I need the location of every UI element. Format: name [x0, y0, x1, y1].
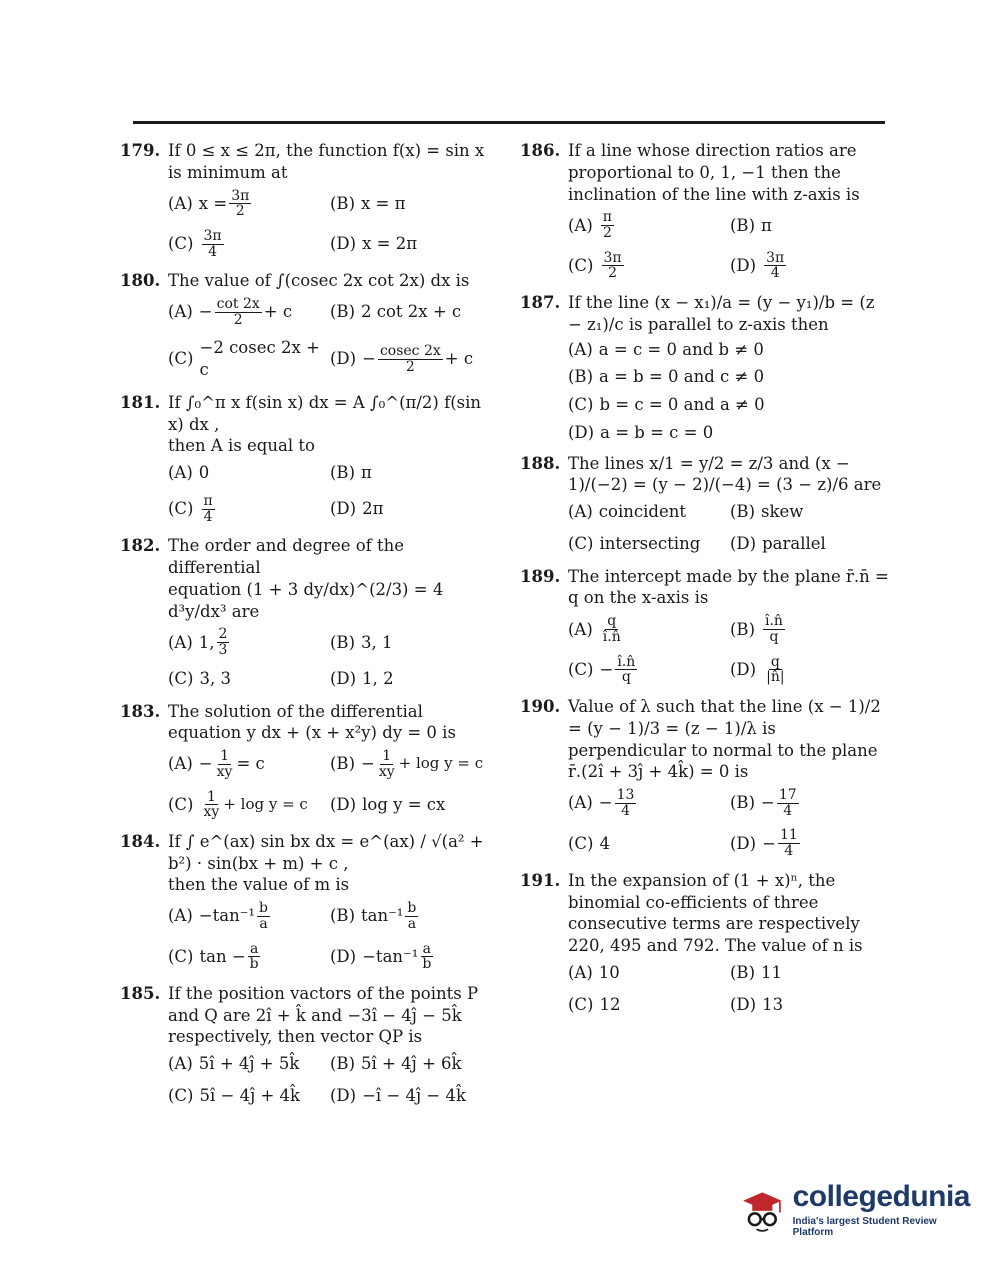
option-a: (A) − $\frac{\cot 2x}{2}$ + c: [168, 296, 293, 328]
option-a: (A) x = $\frac{3\pi}{2}$: [168, 187, 250, 220]
option-b: (B) − $\frac{1}{xy}$ + log y = c: [330, 748, 484, 780]
option-d: (D) − $\frac{cosec 2x}{2}$ + c: [330, 343, 474, 375]
question-text: Value of λ such that the line (x − 1)/2 = (y − 1)/3 = (z − 1)/λ is perpendicular to normal to the plane r̄.(2î + 3ĵ + 4k̂) = 0 is: [568, 696, 881, 782]
question-text: If 0 ≤ x ≤ 2π, the function f(x) = sin x is minimum at: [168, 141, 485, 182]
option-b: (B) − $\frac{17}{4}$: [730, 787, 797, 819]
left-column: [120, 140, 492, 1118]
question-number: 184.: [120, 831, 161, 851]
option-b: (B) 3, 1: [330, 632, 393, 652]
brand-name: collegedunia: [792, 1180, 970, 1213]
option-c: (C) 1 xy + log y = c: [168, 788, 308, 821]
question-182: [120, 535, 492, 694]
question-number: 186.: [520, 141, 561, 160]
option-d: (D) 3π 4: [730, 249, 785, 282]
question-text: If the line (x − x₁)/a = (y − y₁)/b = (z − z₁)/c is parallel to z-axis then: [568, 293, 875, 334]
question-185: [120, 983, 492, 1112]
option-c: (C) 3π 2: [568, 249, 622, 282]
option-d: (D) log y = cx: [330, 794, 446, 814]
question-186: [520, 140, 892, 286]
question-number: 182.: [120, 536, 161, 556]
question-text: The lines x/1 = y/2 = z/3 and (x − 1)/(−2) = (y − 2)/(−4) = (3 − z)/6 are: [568, 453, 882, 495]
option-a: (A) −tan⁻¹ b a: [168, 900, 269, 932]
question-number: 179.: [120, 141, 161, 160]
question-number: 183.: [120, 701, 161, 721]
question-number: 188.: [520, 453, 561, 473]
option-d: (D) a = b = c = 0: [568, 422, 714, 442]
question-text: The solution of the differential equation y dx + (x + x²y) dy = 0 is: [168, 701, 456, 743]
option-b: (B) tan⁻¹ b a: [330, 900, 417, 932]
option-a: (A) a = c = 0 and b ≠ 0: [568, 339, 764, 359]
graduate-cap-icon: [738, 1181, 787, 1239]
option-b: (B) skew: [730, 502, 804, 522]
option-d: (D) 1, 2: [330, 668, 394, 688]
question-text: The order and degree of the differential: [168, 536, 405, 578]
option-c: (C) 12: [568, 994, 621, 1014]
option-d: (D) parallel: [730, 533, 826, 553]
option-c: (C) π 4: [168, 493, 213, 525]
question-190: [520, 696, 892, 864]
option-d: (D) q |n̂|: [730, 653, 785, 686]
question-text: If ∫ e^(ax) sin bx dx = e^(ax) / √(a² + b²) · sin(bx + m) + c ,: [168, 831, 484, 873]
option-b: (B) π: [730, 215, 772, 235]
option-a: (A) coincident: [568, 502, 686, 522]
question-text: If a line whose direction ratios are proportional to 0, 1, −1 then the inclination of the line with z-axis is: [568, 141, 860, 204]
question-187: [520, 292, 892, 447]
question-equation: equation (1 + 3 dy/dx)^(2/3) = 4 d³y/dx³ are: [168, 579, 444, 621]
option-a: (A) 0: [168, 463, 210, 483]
question-179: [120, 140, 492, 264]
question-text: If the position vactors of the points P and Q are 2î + k̂ and −3î − 4ĵ − 5k̂ respectively, then vector QP is: [168, 983, 479, 1047]
option-a: (A) π 2: [568, 209, 612, 241]
option-b: (B) î.n̂ q: [730, 613, 783, 645]
question-text: If ∫₀^π x f(sin x) dx = A ∫₀^(π/2) f(sin x) dx ,: [168, 392, 482, 434]
option-d: (D) −î − 4ĵ − 4k̂: [330, 1085, 466, 1105]
question-text: The intercept made by the plane r̄.n̄ = q on the x-axis is: [568, 566, 889, 608]
option-c: (C) intersecting: [568, 533, 701, 553]
option-c: (C) −2 cosec 2x + c: [168, 338, 320, 380]
top-rule: [133, 121, 885, 124]
option-b: (B) a = b = 0 and c ≠ 0: [568, 367, 765, 387]
brand-tagline: India's largest Student Review Platform: [792, 1216, 937, 1238]
right-column: [520, 140, 892, 1026]
question-191: [520, 870, 892, 1021]
question-189: [520, 566, 892, 690]
question-183: [120, 701, 492, 825]
option-c: (C) − $\frac{î.n̂}{q}$: [568, 653, 636, 686]
option-a: (A) 5î + 4ĵ + 5k̂: [168, 1054, 300, 1074]
option-d: (D) −tan⁻¹ a b: [330, 940, 432, 973]
option-c: (C) 3, 3: [168, 668, 231, 688]
question-number: 191.: [520, 870, 561, 890]
question-text: In the expansion of (1 + x)ⁿ, the binomial co-efficients of three consecutive terms are respectively 220, 495 and 792. The value of n is: [568, 870, 863, 956]
option-d: (D) 13: [730, 994, 784, 1014]
question-number: 187.: [520, 293, 561, 313]
option-c: (C) 3π 4: [168, 227, 222, 260]
collegedunia-logo[interactable]: [738, 1176, 970, 1244]
option-a: (A) − $\frac{1}{xy}$ = c: [168, 748, 265, 780]
question-number: 185.: [120, 983, 161, 1003]
option-b: (B) 5î + 4ĵ + 6k̂: [330, 1054, 462, 1074]
option-c: (C) b = c = 0 and a ≠ 0: [568, 395, 765, 415]
question-184: [120, 831, 492, 977]
option-c: (C) tan − $\frac{a}{b}$: [168, 940, 259, 973]
option-d: (D) − $\frac{11}{4}$: [730, 827, 798, 860]
question-subtext: then A is equal to: [168, 436, 315, 456]
option-b: (B) 2 cot 2x + c: [330, 302, 462, 322]
question-number: 190.: [520, 696, 561, 716]
option-a: (A) − $\frac{13}{4}$: [568, 787, 635, 819]
option-b: (B) x = π: [330, 193, 406, 213]
option-c: (C) 5î − 4ĵ + 4k̂: [168, 1085, 301, 1105]
option-d: (D) x = 2π: [330, 234, 418, 254]
option-a: (A) 1, 2 3: [168, 626, 228, 659]
question-180: [120, 270, 492, 386]
question-subtext: then the value of m is: [168, 875, 350, 895]
option-d: (D) 2π: [330, 499, 384, 519]
question-181: [120, 392, 492, 529]
option-a: (A) 10: [568, 962, 620, 982]
option-a: (A) q î.n̂: [568, 613, 621, 645]
question-number: 181.: [120, 392, 161, 412]
question-188: [520, 453, 892, 560]
option-b: (B) 11: [730, 962, 782, 982]
question-number: 180.: [120, 271, 161, 291]
option-b: (B) π: [330, 463, 372, 483]
question-text: The value of ∫(cosec 2x cot 2x) dx is: [168, 271, 470, 291]
question-number: 189.: [520, 566, 561, 586]
option-c: (C) 4: [568, 833, 610, 853]
